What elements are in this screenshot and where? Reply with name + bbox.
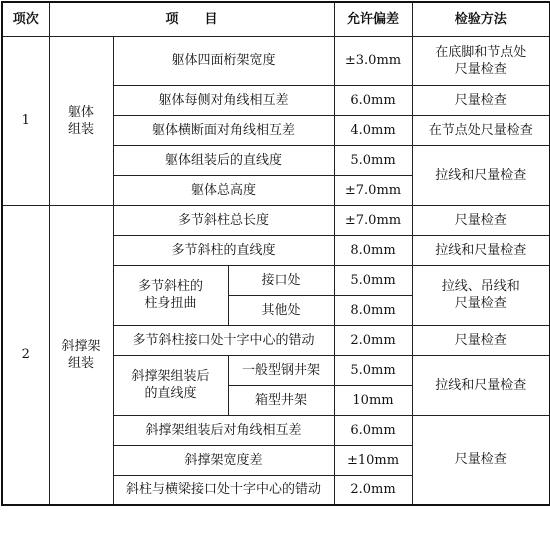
row-tolerance: ±7.0mm <box>334 205 412 235</box>
row-method: 尺量检查 <box>412 325 550 355</box>
row-method: 拉线和尺量检查 <box>412 235 550 265</box>
header-item: 项 目 <box>49 2 334 36</box>
row-tolerance: 2.0mm <box>334 325 412 355</box>
row-item: 躯体横断面对角线相互差 <box>113 115 334 145</box>
row-item: 斜撑架组装后对角线相互差 <box>113 415 334 445</box>
header-row <box>2 2 550 36</box>
header-tolerance: 允许偏差 <box>334 2 412 36</box>
row-subitem: 接口处 <box>228 265 334 295</box>
row-item: 躯体总高度 <box>113 175 334 205</box>
row-item: 躯体四面桁架宽度 <box>113 36 334 85</box>
row-subitem: 一般型钢井架 <box>228 355 334 385</box>
row-method: 拉线和尺量检查 <box>412 355 550 415</box>
row-item: 躯体每侧对角线相互差 <box>113 85 334 115</box>
row-tolerance: ±10mm <box>334 445 412 475</box>
group1-no: 1 <box>2 36 49 205</box>
row-item: 躯体组装后的直线度 <box>113 145 334 175</box>
row-subitem: 箱型井架 <box>228 385 334 415</box>
straight-label: 斜撑架组装后 的直线度 <box>113 355 228 415</box>
row-item: 斜柱与横梁接口处十字中心的错动 <box>113 475 334 505</box>
row-tolerance: 5.0mm <box>334 355 412 385</box>
row-tolerance: 6.0mm <box>334 85 412 115</box>
row-tolerance: 8.0mm <box>334 295 412 325</box>
row-method: 在底脚和节点处 尺量检查 <box>412 36 550 85</box>
row-tolerance: ±3.0mm <box>334 36 412 85</box>
row-method: 尺量检查 <box>412 85 550 115</box>
table-row <box>2 36 550 85</box>
row-subitem: 其他处 <box>228 295 334 325</box>
row-tolerance: 10mm <box>334 385 412 415</box>
row-tolerance: 5.0mm <box>334 265 412 295</box>
group1-name: 躯体 组装 <box>49 36 113 205</box>
row-tolerance: 2.0mm <box>334 475 412 505</box>
row-method: 尺量检查 <box>412 415 550 505</box>
group2-no: 2 <box>2 205 49 505</box>
tolerance-table <box>1 1 550 506</box>
row-method: 在节点处尺量检查 <box>412 115 550 145</box>
row-tolerance: 8.0mm <box>334 235 412 265</box>
row-method: 尺量检查 <box>412 205 550 235</box>
row-tolerance: 5.0mm <box>334 145 412 175</box>
row-tolerance: 4.0mm <box>334 115 412 145</box>
row-tolerance: ±7.0mm <box>334 175 412 205</box>
header-no: 项次 <box>2 2 49 36</box>
row-item: 多节斜柱接口处十字中心的错动 <box>113 325 334 355</box>
group2-name: 斜撑架 组装 <box>49 205 113 505</box>
row-tolerance: 6.0mm <box>334 415 412 445</box>
header-method: 检验方法 <box>412 2 550 36</box>
row-item: 多节斜柱总长度 <box>113 205 334 235</box>
row-item: 斜撑架宽度差 <box>113 445 334 475</box>
twist-label: 多节斜柱的 柱身扭曲 <box>113 265 228 325</box>
table-row <box>2 205 550 235</box>
row-method: 拉线、吊线和 尺量检查 <box>412 265 550 325</box>
row-item: 多节斜柱的直线度 <box>113 235 334 265</box>
row-method: 拉线和尺量检查 <box>412 145 550 205</box>
